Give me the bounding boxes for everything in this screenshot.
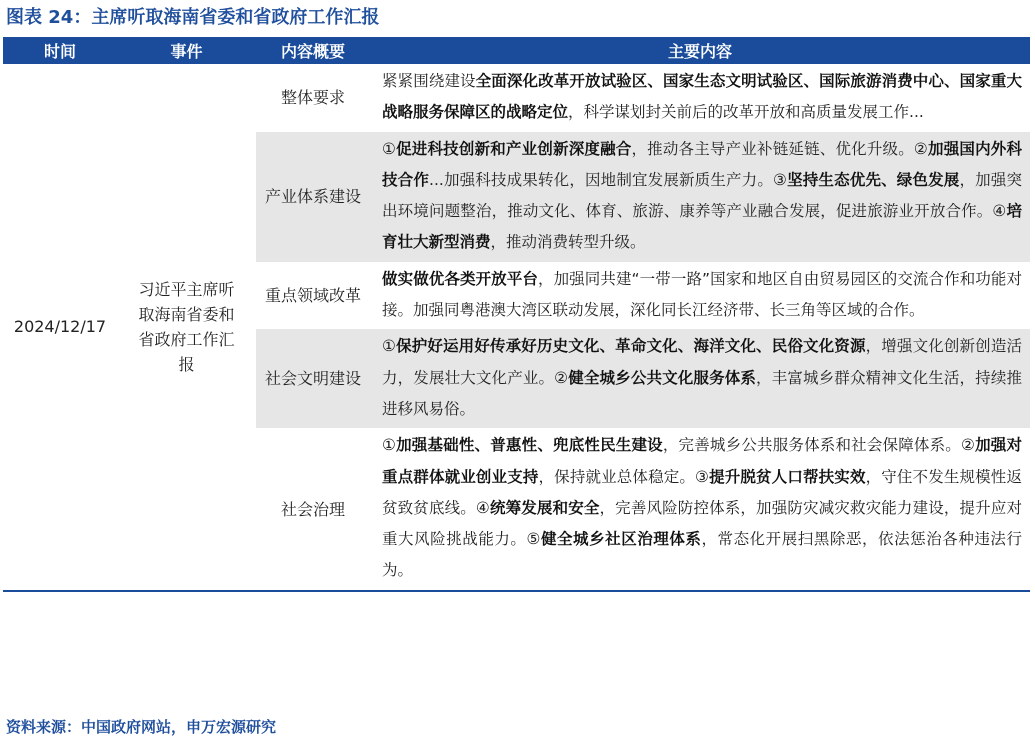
- header-event: 事件: [170, 42, 203, 61]
- topic-summary: 产业体系建设: [264, 187, 361, 207]
- header-time: 时间: [43, 42, 76, 61]
- emphasis-text: 保护好运用好传承好历史文化、革命文化、海洋文化、民俗文化资源: [396, 337, 866, 356]
- emphasis-text: 促进科技创新和产业创新深度融合: [396, 139, 632, 158]
- header-summary: 内容概要: [280, 42, 345, 61]
- body-text: ，科学谋划封关前后的改革开放和高质量发展工作...: [568, 103, 924, 122]
- content-table: [3, 37, 1030, 592]
- emphasis-text: 培育壮大新型消费: [382, 202, 1022, 252]
- body-text: ，加强突出环境问题整治，推动文化、体育、旅游、康养等产业融合发展，促进旅游业开放合作。④: [382, 170, 1022, 221]
- body-text: ①: [382, 139, 397, 158]
- body-text: ①: [382, 337, 397, 356]
- topic-row: [256, 64, 1030, 132]
- event-cell: 习近平主席听取海南省委和省政府工作汇报: [138, 279, 235, 374]
- topic-summary: 整体要求: [280, 88, 345, 108]
- topic-content: [370, 132, 1030, 262]
- emphasis-text: 做实做优各类开放平台: [382, 269, 538, 288]
- topic-content: [370, 262, 1030, 330]
- body-text: ...加强科技成果转化，因地制宜发展新质生产力。③: [429, 170, 788, 189]
- topic-row: [256, 132, 1030, 262]
- emphasis-text: 统筹发展和安全: [489, 498, 600, 517]
- table-body: [3, 64, 1030, 592]
- topic-row: [256, 262, 1030, 330]
- body-text: ，常态化开展扫黑除恶，依法惩治各种违法行为。: [382, 530, 1022, 580]
- emphasis-text: 加强国内外科技合作: [382, 139, 1022, 189]
- body-text: ，完善城乡公共服务体系和社会保障体系。②: [662, 436, 976, 455]
- date-cell: 2024/12/17: [13, 317, 107, 337]
- body-text: ①: [382, 436, 397, 455]
- emphasis-text: 提升脱贫人口帮扶实效: [709, 467, 866, 486]
- emphasis-text: 健全城乡社区治理体系: [540, 530, 702, 549]
- body-text: ，保持就业总体稳定。③: [538, 467, 710, 486]
- emphasis-text: 全面深化改革开放试验区、国家生态文明试验区、国际旅游消费中心、国家重大战略服务保障区的战略定位: [382, 72, 1022, 122]
- figure-title: 图表 24：主席听取海南省委和省政府工作汇报: [6, 7, 380, 28]
- topic-summary: 重点领域改革: [264, 286, 361, 306]
- body-text: ，丰富城乡群众精神文化生活，持续推进移风易俗。: [382, 368, 1022, 418]
- topic-row: [256, 428, 1030, 589]
- topic-summary: 社会文明建设: [264, 369, 361, 389]
- topic-content: [370, 428, 1030, 589]
- source-note: 资料来源：中国政府网站，申万宏源研究: [6, 718, 277, 736]
- emphasis-text: 加强基础性、普惠性、兜底性民生建设: [396, 436, 663, 455]
- topic-rows: [256, 64, 1030, 590]
- header-content: 主要内容: [667, 42, 732, 61]
- topic-row: [256, 329, 1030, 428]
- emphasis-text: 健全城乡公共文化服务体系: [568, 368, 757, 387]
- topic-content: [370, 329, 1030, 428]
- topic-summary: 社会治理: [280, 499, 345, 519]
- emphasis-text: 坚持生态优先、绿色发展: [787, 170, 960, 189]
- table-header: [3, 37, 1030, 64]
- body-text: ，加强同共建“一带一路”国家和地区自由贸易园区的交流合作和功能对接。加强同粤港澳大湾区联动发展，深化同长江经济带、长三角等区域的合作。: [382, 269, 1022, 320]
- body-text: ，守住不发生规模性返贫致贫底线。④: [382, 467, 1022, 517]
- body-text: 紧紧围绕建设: [382, 72, 476, 90]
- body-text: ，完善风险防控体系，加强防灾减灾救灾能力建设，提升应对重大风险挑战能力。⑤: [382, 498, 1022, 549]
- body-text: ，推动消费转型升级。: [490, 233, 646, 252]
- body-text: ，推动各主导产业补链延链、优化升级。②: [631, 139, 929, 158]
- body-text: ，增强文化创新创造活力，发展壮大文化产业。②: [382, 337, 1022, 387]
- topic-content: [370, 64, 1030, 132]
- emphasis-text: 加强对重点群体就业创业支持: [382, 436, 1022, 486]
